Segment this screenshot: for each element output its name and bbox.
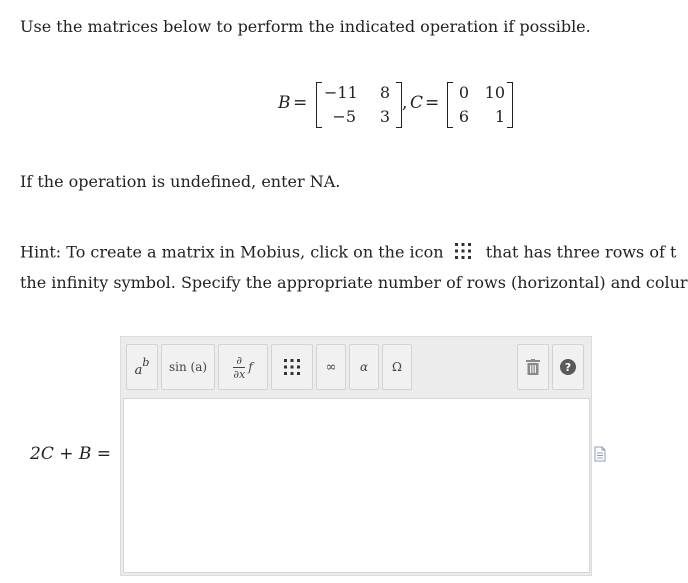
sin-label: sin (a)	[168, 360, 208, 374]
hint-line-2: the infinity symbol. Specify the appropriate number of rows (horizontal) and colur	[20, 273, 688, 292]
hint-line-1	[20, 241, 676, 265]
trash-icon	[526, 359, 540, 375]
equals-sign: =	[425, 93, 440, 113]
superscript-base: a	[134, 362, 143, 378]
matrix-c-cell: 0	[458, 83, 469, 102]
matrix-c-label: C	[410, 93, 424, 113]
matrix-b	[316, 80, 402, 128]
matrix-b-cell: −5	[332, 107, 356, 126]
matrix-b-cell: −11	[324, 83, 358, 102]
matrix-b-cell: 8	[379, 83, 390, 102]
matrix-c	[447, 80, 513, 128]
document-icon[interactable]	[594, 446, 606, 466]
hint-text-before: Hint: To create a matrix in Mobius, click on the icon	[20, 242, 444, 262]
hint-text-after: that has three rows of t	[485, 242, 677, 262]
partial-function: f	[248, 360, 253, 374]
partial-numerator: ∂	[236, 353, 243, 367]
matrix-c-cell: 1	[494, 107, 505, 126]
partial-fraction	[233, 354, 245, 381]
matrix-grid-icon	[282, 357, 302, 377]
matrix-button[interactable]	[271, 344, 313, 390]
sin-button[interactable]	[161, 344, 215, 390]
omega-button[interactable]	[382, 344, 412, 390]
equation-editor	[120, 336, 592, 576]
alpha-button[interactable]	[349, 344, 379, 390]
equals-sign: =	[293, 93, 308, 113]
partial-denominator: ∂x	[233, 367, 246, 381]
superscript-exponent: b	[142, 355, 150, 369]
answer-label: 2C + B =	[30, 444, 112, 464]
superscript-button[interactable]	[126, 344, 158, 390]
instruction-text: Use the matrices below to perform the indicated operation if possible.	[20, 17, 591, 36]
matrix-b-cell: 3	[379, 107, 390, 126]
infinity-button[interactable]	[316, 344, 346, 390]
matrix-c-cell: 6	[458, 107, 469, 126]
omega-icon: Ω	[392, 360, 402, 374]
alpha-icon: α	[359, 360, 369, 374]
partial-derivative-button[interactable]	[218, 344, 268, 390]
matrix-grid-icon	[453, 241, 473, 265]
help-button[interactable]	[552, 344, 584, 390]
matrix-c-cell: 10	[484, 83, 505, 102]
infinity-icon: ∞	[325, 359, 337, 375]
answer-input[interactable]	[123, 398, 590, 573]
matrix-b-label: B	[278, 93, 291, 113]
delete-button[interactable]	[517, 344, 549, 390]
undefined-note: If the operation is undefined, enter NA.	[20, 172, 341, 191]
comma: ,	[402, 93, 408, 113]
help-icon: ?	[560, 359, 576, 375]
